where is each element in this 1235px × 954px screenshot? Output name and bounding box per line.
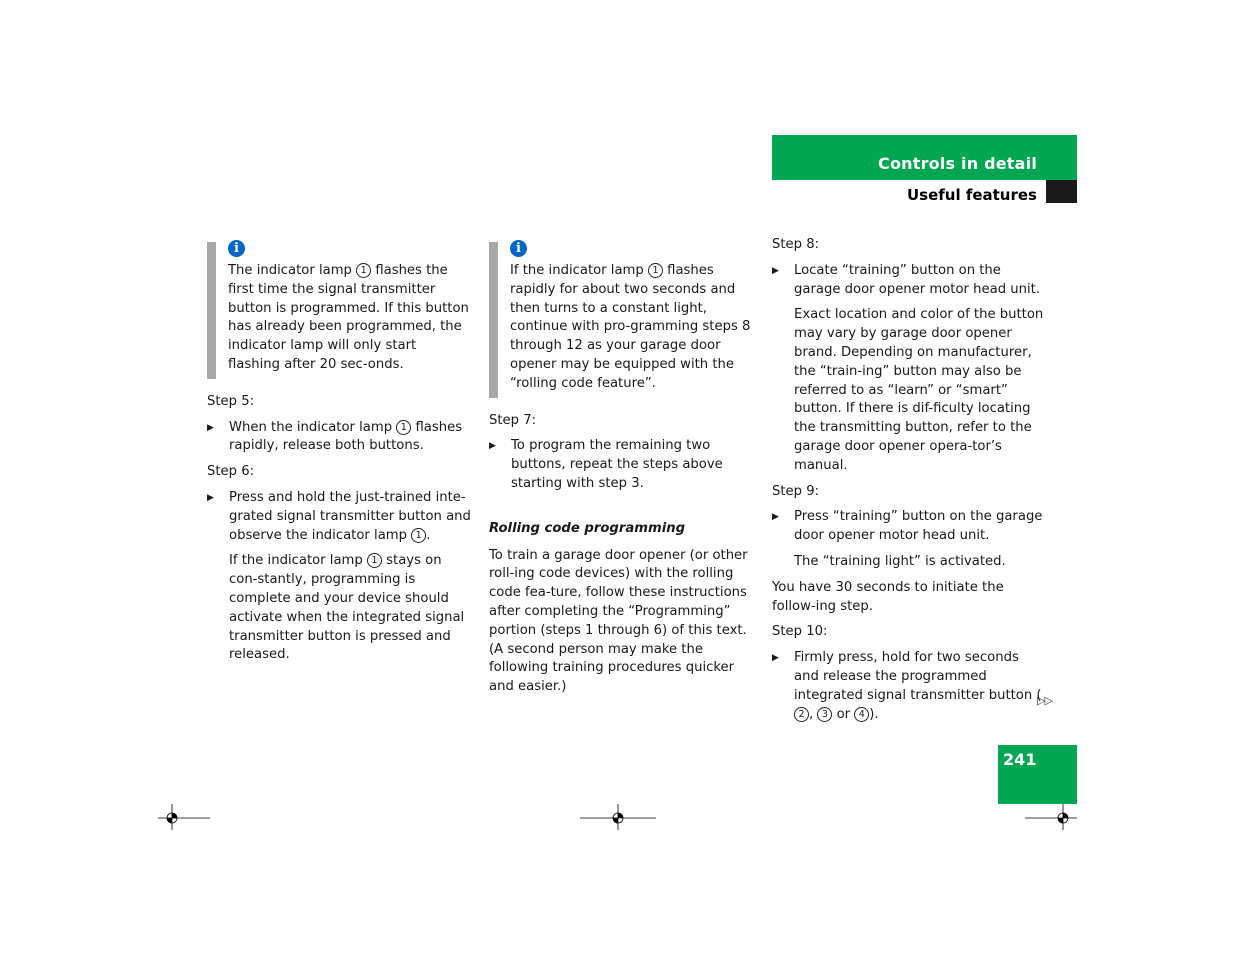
text-run: The indicator lamp <box>228 263 357 278</box>
text-run: , <box>809 706 818 722</box>
triangle-right-icon: ▶ <box>489 441 496 452</box>
step-label: Step 9: <box>772 483 820 499</box>
bullet-item <box>772 508 1047 546</box>
text-run: Press and hold the just-trained inte-grated signal transmitter button and observe the indicator lamp <box>229 489 471 543</box>
callout-number: 3 <box>817 707 832 722</box>
callout-number: 1 <box>367 553 382 568</box>
text-run: Press “training” button on the garage door opener motor head unit. <box>794 509 1043 544</box>
triangle-right-icon: ▶ <box>772 653 779 664</box>
text-run: ). <box>869 706 879 722</box>
callout-number: 1 <box>356 263 371 278</box>
note-text <box>510 262 757 394</box>
double-triangle-right-icon: ▷▷ <box>1037 694 1052 707</box>
subsection-title: Useful features <box>906 186 1037 204</box>
text-run: If the indicator lamp <box>510 263 648 278</box>
bullet-item <box>772 262 1047 300</box>
paragraph: To train a garage door opener (or other roll-ing code devices) with the rolling code fea-ture, follow these instructions after completing the “Programming” portion (steps 1 through 6) of this text. (A second person may make the following training procedures quicker and easier.) <box>489 547 748 695</box>
subsection-header <box>772 180 1046 203</box>
text-run: . <box>426 527 431 543</box>
step-label: Step 5: <box>207 393 255 409</box>
subsection-marker <box>1046 180 1077 203</box>
triangle-right-icon: ▶ <box>207 492 214 503</box>
bullet-item <box>207 419 471 457</box>
crosshair-registration-mark-icon <box>1025 804 1077 830</box>
page-number-box <box>998 745 1077 804</box>
bullet-item <box>207 489 471 545</box>
callout-number: 2 <box>794 707 809 722</box>
text-run: flashes the first time the signal transmitter button is programmed. If this button has already been programmed, the indicator lamp will only start flashing after 20 sec-onds. <box>228 263 469 372</box>
text-run: When the indicator lamp <box>229 419 397 435</box>
column-1 <box>207 236 471 672</box>
bullet-item <box>772 649 1047 724</box>
info-note <box>489 236 757 394</box>
step-label: Step 7: <box>489 412 537 428</box>
callout-number: 1 <box>411 528 426 543</box>
triangle-right-icon: ▶ <box>772 265 779 276</box>
text-run: If the indicator lamp <box>229 553 367 569</box>
section-header-bar <box>772 135 1077 180</box>
crosshair-registration-mark-icon <box>158 804 210 830</box>
triangle-right-icon: ▶ <box>207 422 214 433</box>
section-title: Controls in detail <box>878 154 1037 173</box>
subheading: Rolling code programming <box>489 520 686 536</box>
column-2 <box>489 236 757 704</box>
callout-number: 1 <box>648 263 663 278</box>
text-run: or <box>832 706 855 722</box>
column-3 <box>772 236 1047 731</box>
paragraph: You have 30 seconds to initiate the follow-ing step. <box>772 579 1004 614</box>
crosshair-registration-mark-icon <box>580 804 656 830</box>
callout-number: 1 <box>396 420 411 435</box>
step-label: Step 8: <box>772 237 820 252</box>
step-label: Step 10: <box>772 624 828 640</box>
paragraph: The “training light” is activated. <box>794 553 1006 569</box>
step-label: Step 6: <box>207 464 255 480</box>
info-icon: i <box>228 240 245 257</box>
note-bar <box>489 242 498 398</box>
text-run: Firmly press, hold for two seconds and release the programmed integrated signal transmitter button ( <box>794 650 1042 703</box>
triangle-right-icon: ▶ <box>772 512 779 523</box>
paragraph <box>207 552 471 665</box>
bullet-item <box>489 437 757 493</box>
callout-number: 4 <box>854 707 869 722</box>
page-number: 241 <box>1003 750 1037 769</box>
note-bar <box>207 242 216 379</box>
text-run: stays on con-stantly, programming is complete and your device should activate when the integrated signal transmitter button is pressed and released. <box>229 553 465 663</box>
text-run: Locate “training” button on the garage door opener motor head unit. <box>794 262 1041 297</box>
text-run: To program the remaining two buttons, repeat the steps above starting with step 3. <box>511 438 723 491</box>
text-run: flashes rapidly, release both buttons. <box>229 419 463 454</box>
paragraph: Exact location and color of the button may vary by garage door opener brand. Depending on manufacturer, the “train-ing” button may also be referred to as “learn” or “smart” button. If there is dif-ficulty locating the transmitting button, refer to the garage door opener opera-tor’s manual. <box>794 307 1044 473</box>
text-run: flashes rapidly for about two seconds and then turns to a constant light, continue with pro-gramming steps 8 through 12 as your garage door opener may be equipped with the “rolling code feature”. <box>510 263 751 391</box>
note-text <box>228 262 471 375</box>
info-icon: i <box>510 240 527 257</box>
info-note <box>207 236 471 375</box>
